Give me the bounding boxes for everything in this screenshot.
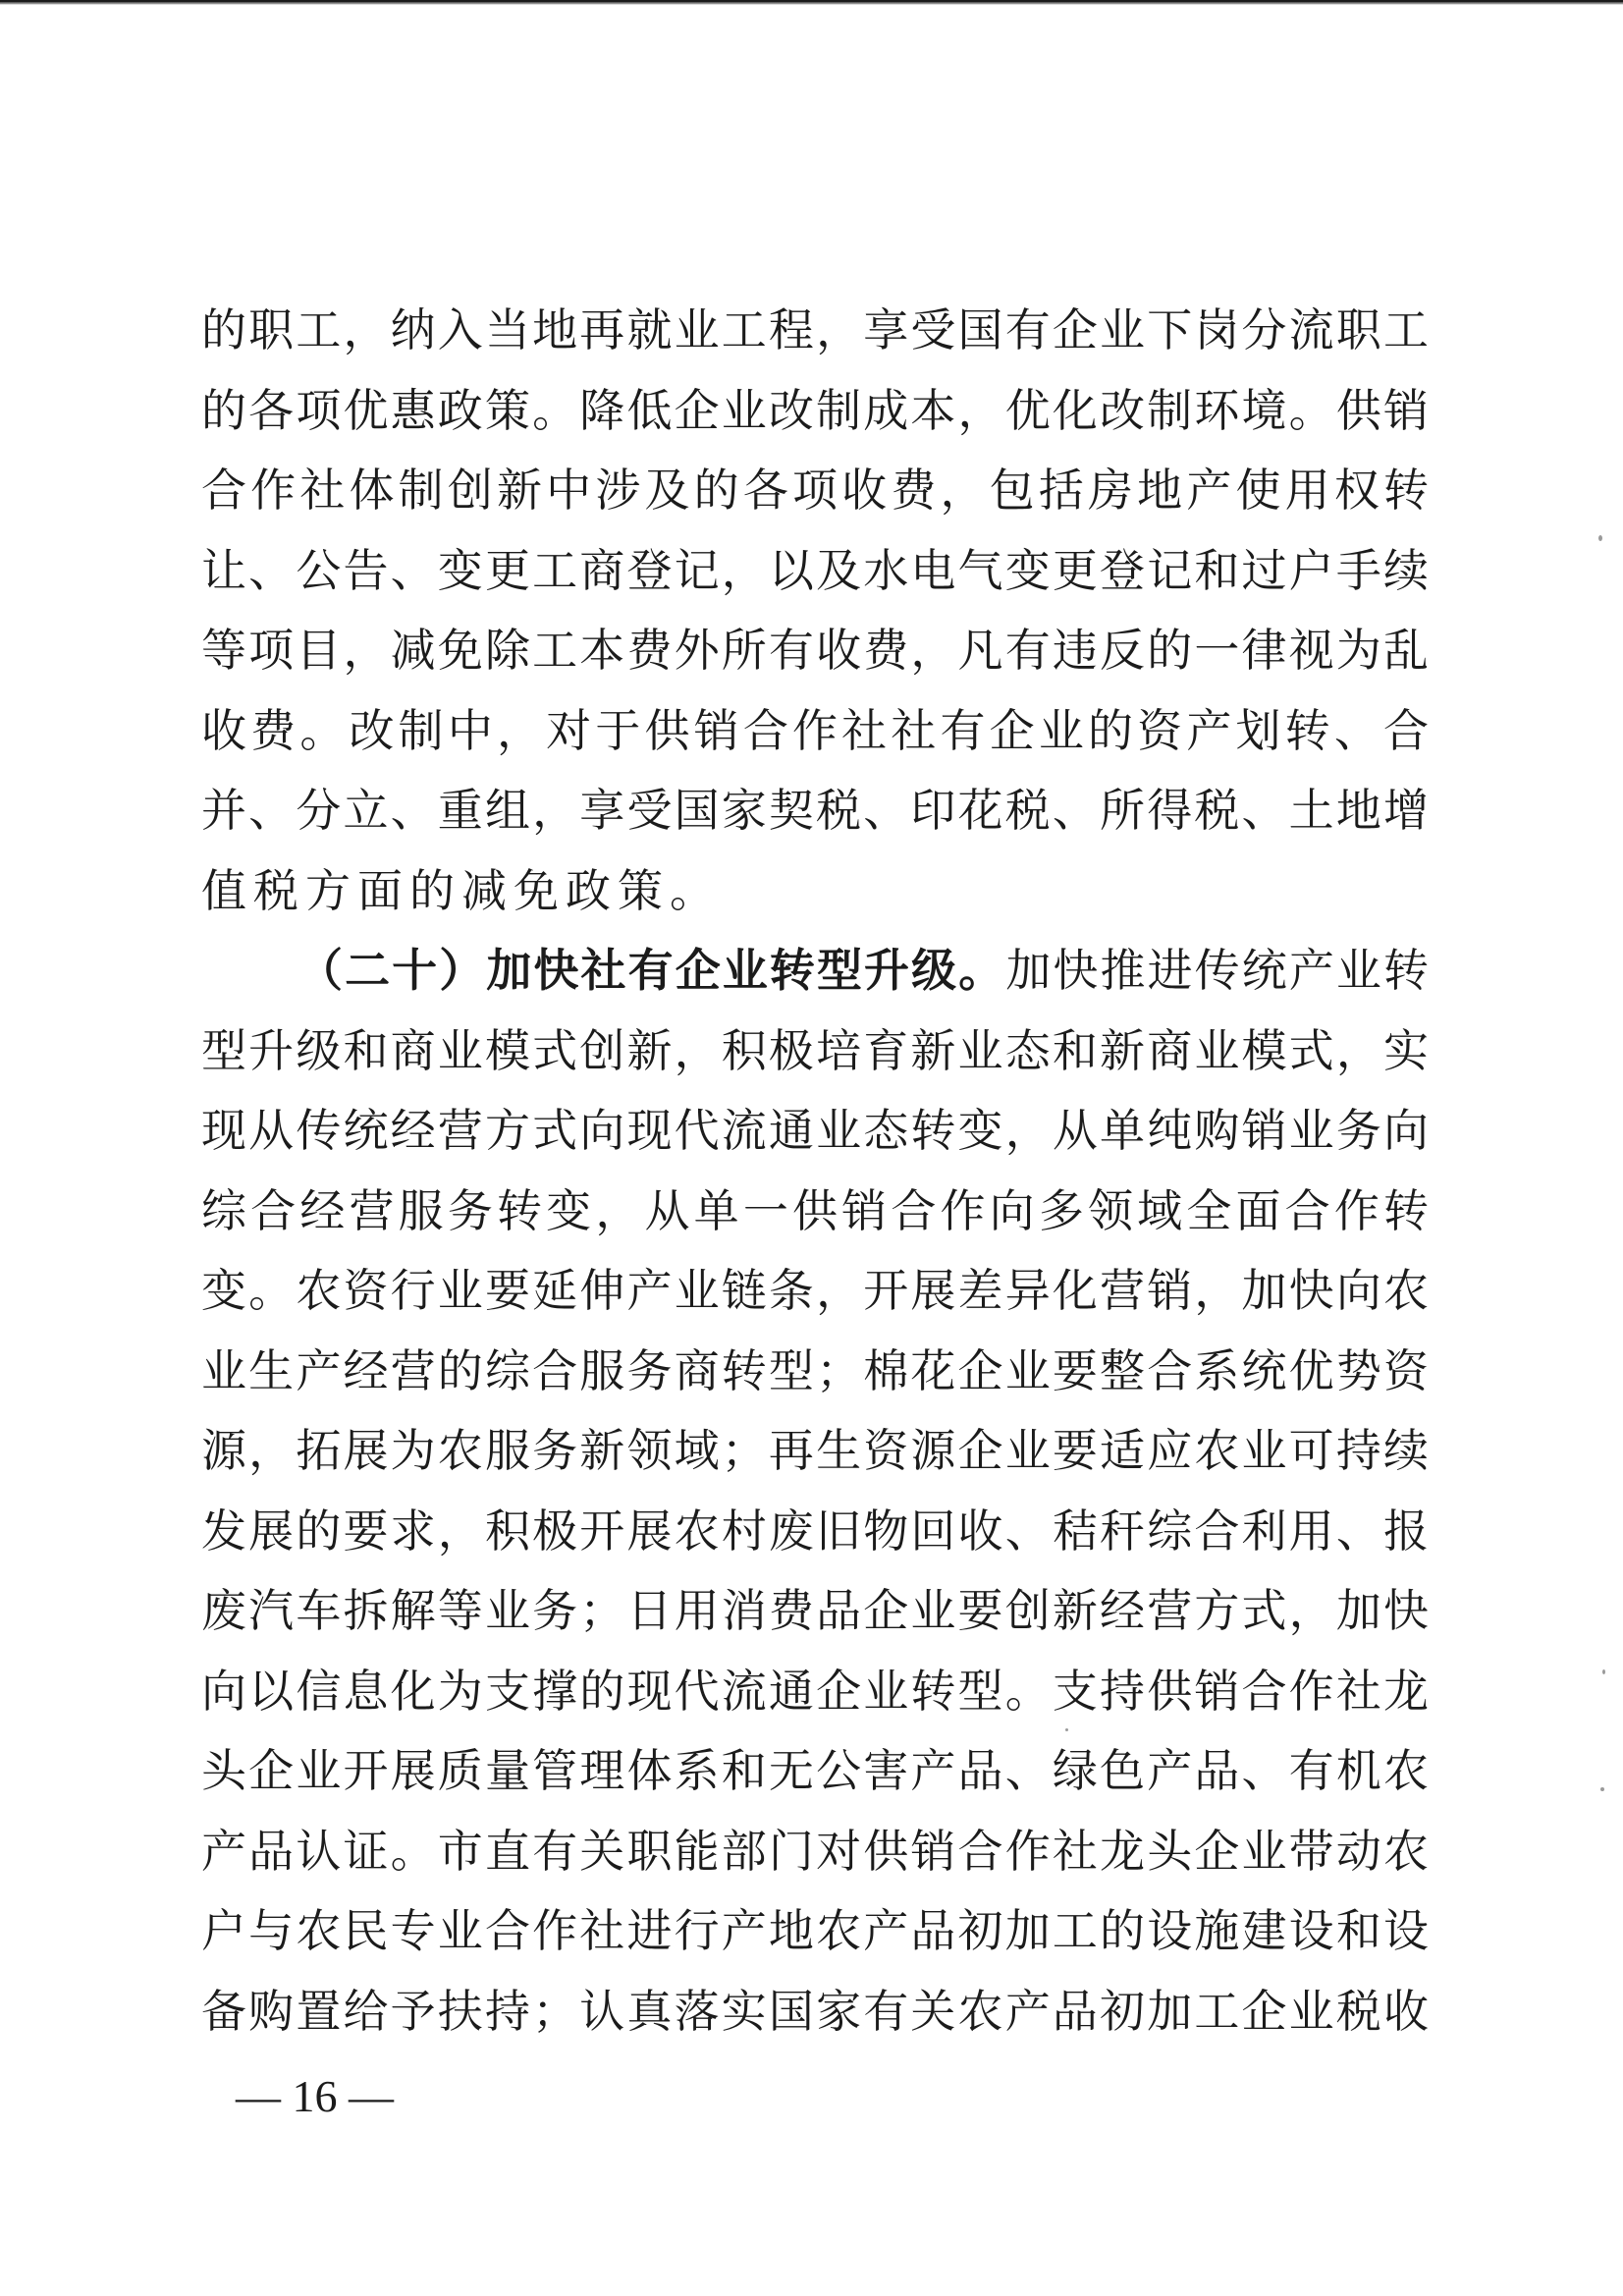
scan-speck <box>1065 1728 1068 1731</box>
text-line: 发展的要求，积极开展农村废旧物回收、秸秆综合利用、报 <box>201 1503 1429 1558</box>
text-line: 向以信息化为支撑的现代流通企业转型。支持供销合作社龙 <box>201 1664 1429 1718</box>
text-line: 现从传统经营方式向现代流通业态转变，从单纯购销业务向 <box>201 1104 1429 1157</box>
scan-speck <box>1600 1787 1604 1791</box>
text-line: 备购置给予扶持；认真落实国家有关农产品初加工企业税收 <box>201 1984 1429 2038</box>
text-line: 综合经营服务转变，从单一供销合作向多领域全面合作转 <box>201 1183 1429 1237</box>
scan-speck <box>1602 1669 1605 1674</box>
text-line: 型升级和商业模式创新，积极培育新业态和新商业模式，实 <box>201 1023 1429 1077</box>
text-line: 的职工，纳入当地再就业工程，享受国有企业下岗分流职工 <box>201 303 1429 356</box>
document-body <box>201 291 1429 2051</box>
section-heading-line <box>201 931 1429 1011</box>
text-line: 收费。改制中，对于供销合作社社有企业的资产划转、合 <box>201 703 1429 757</box>
text-line: 源，拓展为农服务新领域；再生资源企业要适应农业可持续 <box>201 1424 1429 1477</box>
scan-speck <box>1598 535 1602 541</box>
text-line: 户与农民专业合作社进行产地农产品初加工的设施建设和设 <box>201 1904 1429 1957</box>
text-line: 的各项优惠政策。降低企业改制成本，优化改制环境。供销 <box>201 383 1429 437</box>
text-line: 产品认证。市直有关职能部门对供销合作社龙头企业带动农 <box>201 1824 1429 1878</box>
text-line: 等项目，减免除工本费外所有收费，凡有违反的一律视为乱 <box>201 624 1429 677</box>
text-line: 业生产经营的综合服务商转型；棉花企业要整合系统优势资 <box>201 1343 1429 1397</box>
text-line: 并、分立、重组，享受国家契税、印花税、所得税、土地增 <box>201 784 1429 837</box>
text-line: 头企业开展质量管理体系和无公害产品、绿色产品、有机农 <box>201 1744 1429 1797</box>
scan-page-edge <box>0 0 1623 5</box>
text-line: 让、公告、变更工商登记，以及水电气变更登记和过户手续 <box>201 543 1429 597</box>
page-number: — 16 — <box>236 2071 394 2121</box>
section-heading: （二十）加快社有企业转型升级。 <box>298 944 1006 997</box>
section-heading-continuation: 加快推进传统产业转 <box>1005 944 1430 997</box>
text-line-paragraph-end: 值税方面的减免政策。 <box>201 863 722 917</box>
text-line: 废汽车拆解等业务；日用消费品企业要创新经营方式，加快 <box>201 1584 1429 1637</box>
text-line: 合作社体制创新中涉及的各项收费，包括房地产使用权转 <box>201 464 1429 517</box>
text-line: 变。农资行业要延伸产业链条，开展差异化营销，加快向农 <box>201 1264 1429 1317</box>
